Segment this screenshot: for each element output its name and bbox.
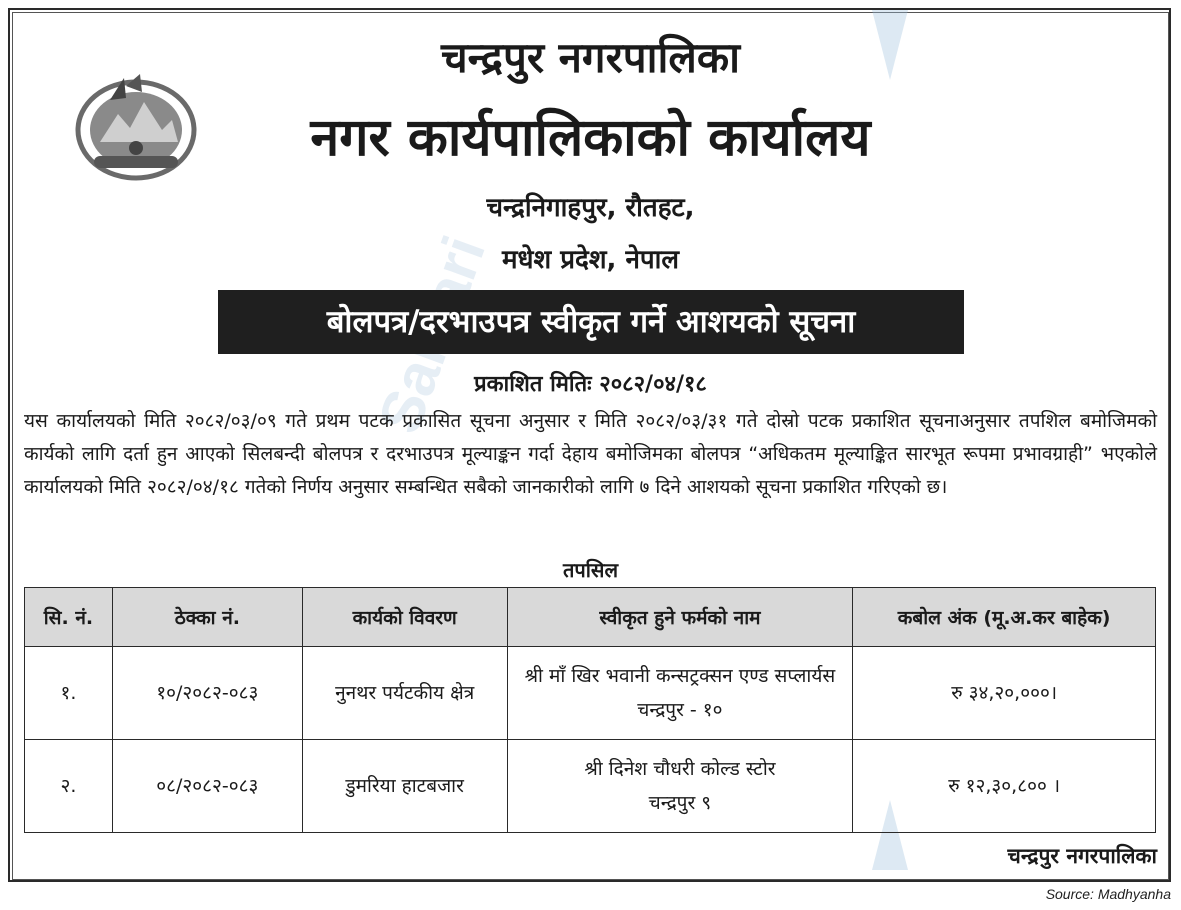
source-credit: Source: Madhyanha [1045, 886, 1171, 902]
published-date: प्रकाशित मितिः २०८२/०४/१८ [474, 372, 707, 397]
table-row [25, 647, 1156, 740]
notice-title-banner: बोलपत्र/दरभाउपत्र स्वीकृत गर्ने आशयको सूचना [218, 290, 964, 354]
schedule-label: तपसिल [562, 558, 619, 582]
firm-name: श्री दिनेश चौधरी कोल्ड स्टोर चन्द्रपुर ९ [507, 740, 853, 833]
bid-amount: रु १२,३०,८०० । [853, 740, 1156, 833]
col-bid-amount: कबोल अंक (मू.अ.कर बाहेक) [853, 588, 1156, 647]
award-table [24, 587, 1156, 833]
col-work-description: कार्यको विवरण [302, 588, 507, 647]
serial-number: २. [25, 740, 113, 833]
col-serial-number: सि. नं. [25, 588, 113, 647]
address-line-1: चन्द्रनिगाहपुर, रौतहट, [486, 193, 695, 223]
bid-amount: रु ३४,२०,०००। [853, 647, 1156, 740]
contract-number: ०८/२०८२-०८३ [112, 740, 302, 833]
col-contract-number: ठेक्का नं. [112, 588, 302, 647]
municipality-name: चन्द्रपुर नगरपालिका [441, 33, 740, 82]
office-name: नगर कार्यपालिकाको कार्यालय [310, 108, 871, 168]
signature: चन्द्रपुर नगरपालिका [1007, 844, 1157, 868]
serial-number: १. [25, 647, 113, 740]
col-firm-name: स्वीकृत हुने फर्मको नाम [507, 588, 853, 647]
firm-name: श्री माँ खिर भवानी कन्सट्रक्सन एण्ड सप्लार्यस चन्द्रपुर - १० [507, 647, 853, 740]
work-description: डुमरिया हाटबजार [302, 740, 507, 833]
table-row [25, 740, 1156, 833]
address-line-2: मधेश प्रदेश, नेपाल [501, 245, 680, 275]
contract-number: १०/२०८२-०८३ [112, 647, 302, 740]
notice-body: यस कार्यालयको मिति २०८२/०३/०९ गते प्रथम पटक प्रकासित सूचना अनुसार र मिति २०८२/०३/३१ गते दोस्रो पटक प्रकाशित सूचनाअनुसार तपशिल बमोजिमको कार्यको लागि दर्ता हुन आएको सिलबन्दी बोलपत्र र दरभाउपत्र मूल्याङ्कन गर्दा देहाय बमोजिमका बोलपत्र “अधिकतम मूल्याङ्कित सारभूत रूपमा प्रभावग्राही” भएकोले कार्यालयको मिति २०८२/०४/१८ गतेको निर्णय अनुसार सम्बन्धित सबैको जानकारीको लागि ७ दिने आशयको सूचना प्रकाशित गरिएको छ। [24, 410, 1157, 498]
table-header-row [25, 588, 1156, 647]
work-description: नुनथर पर्यटकीय क्षेत्र [302, 647, 507, 740]
